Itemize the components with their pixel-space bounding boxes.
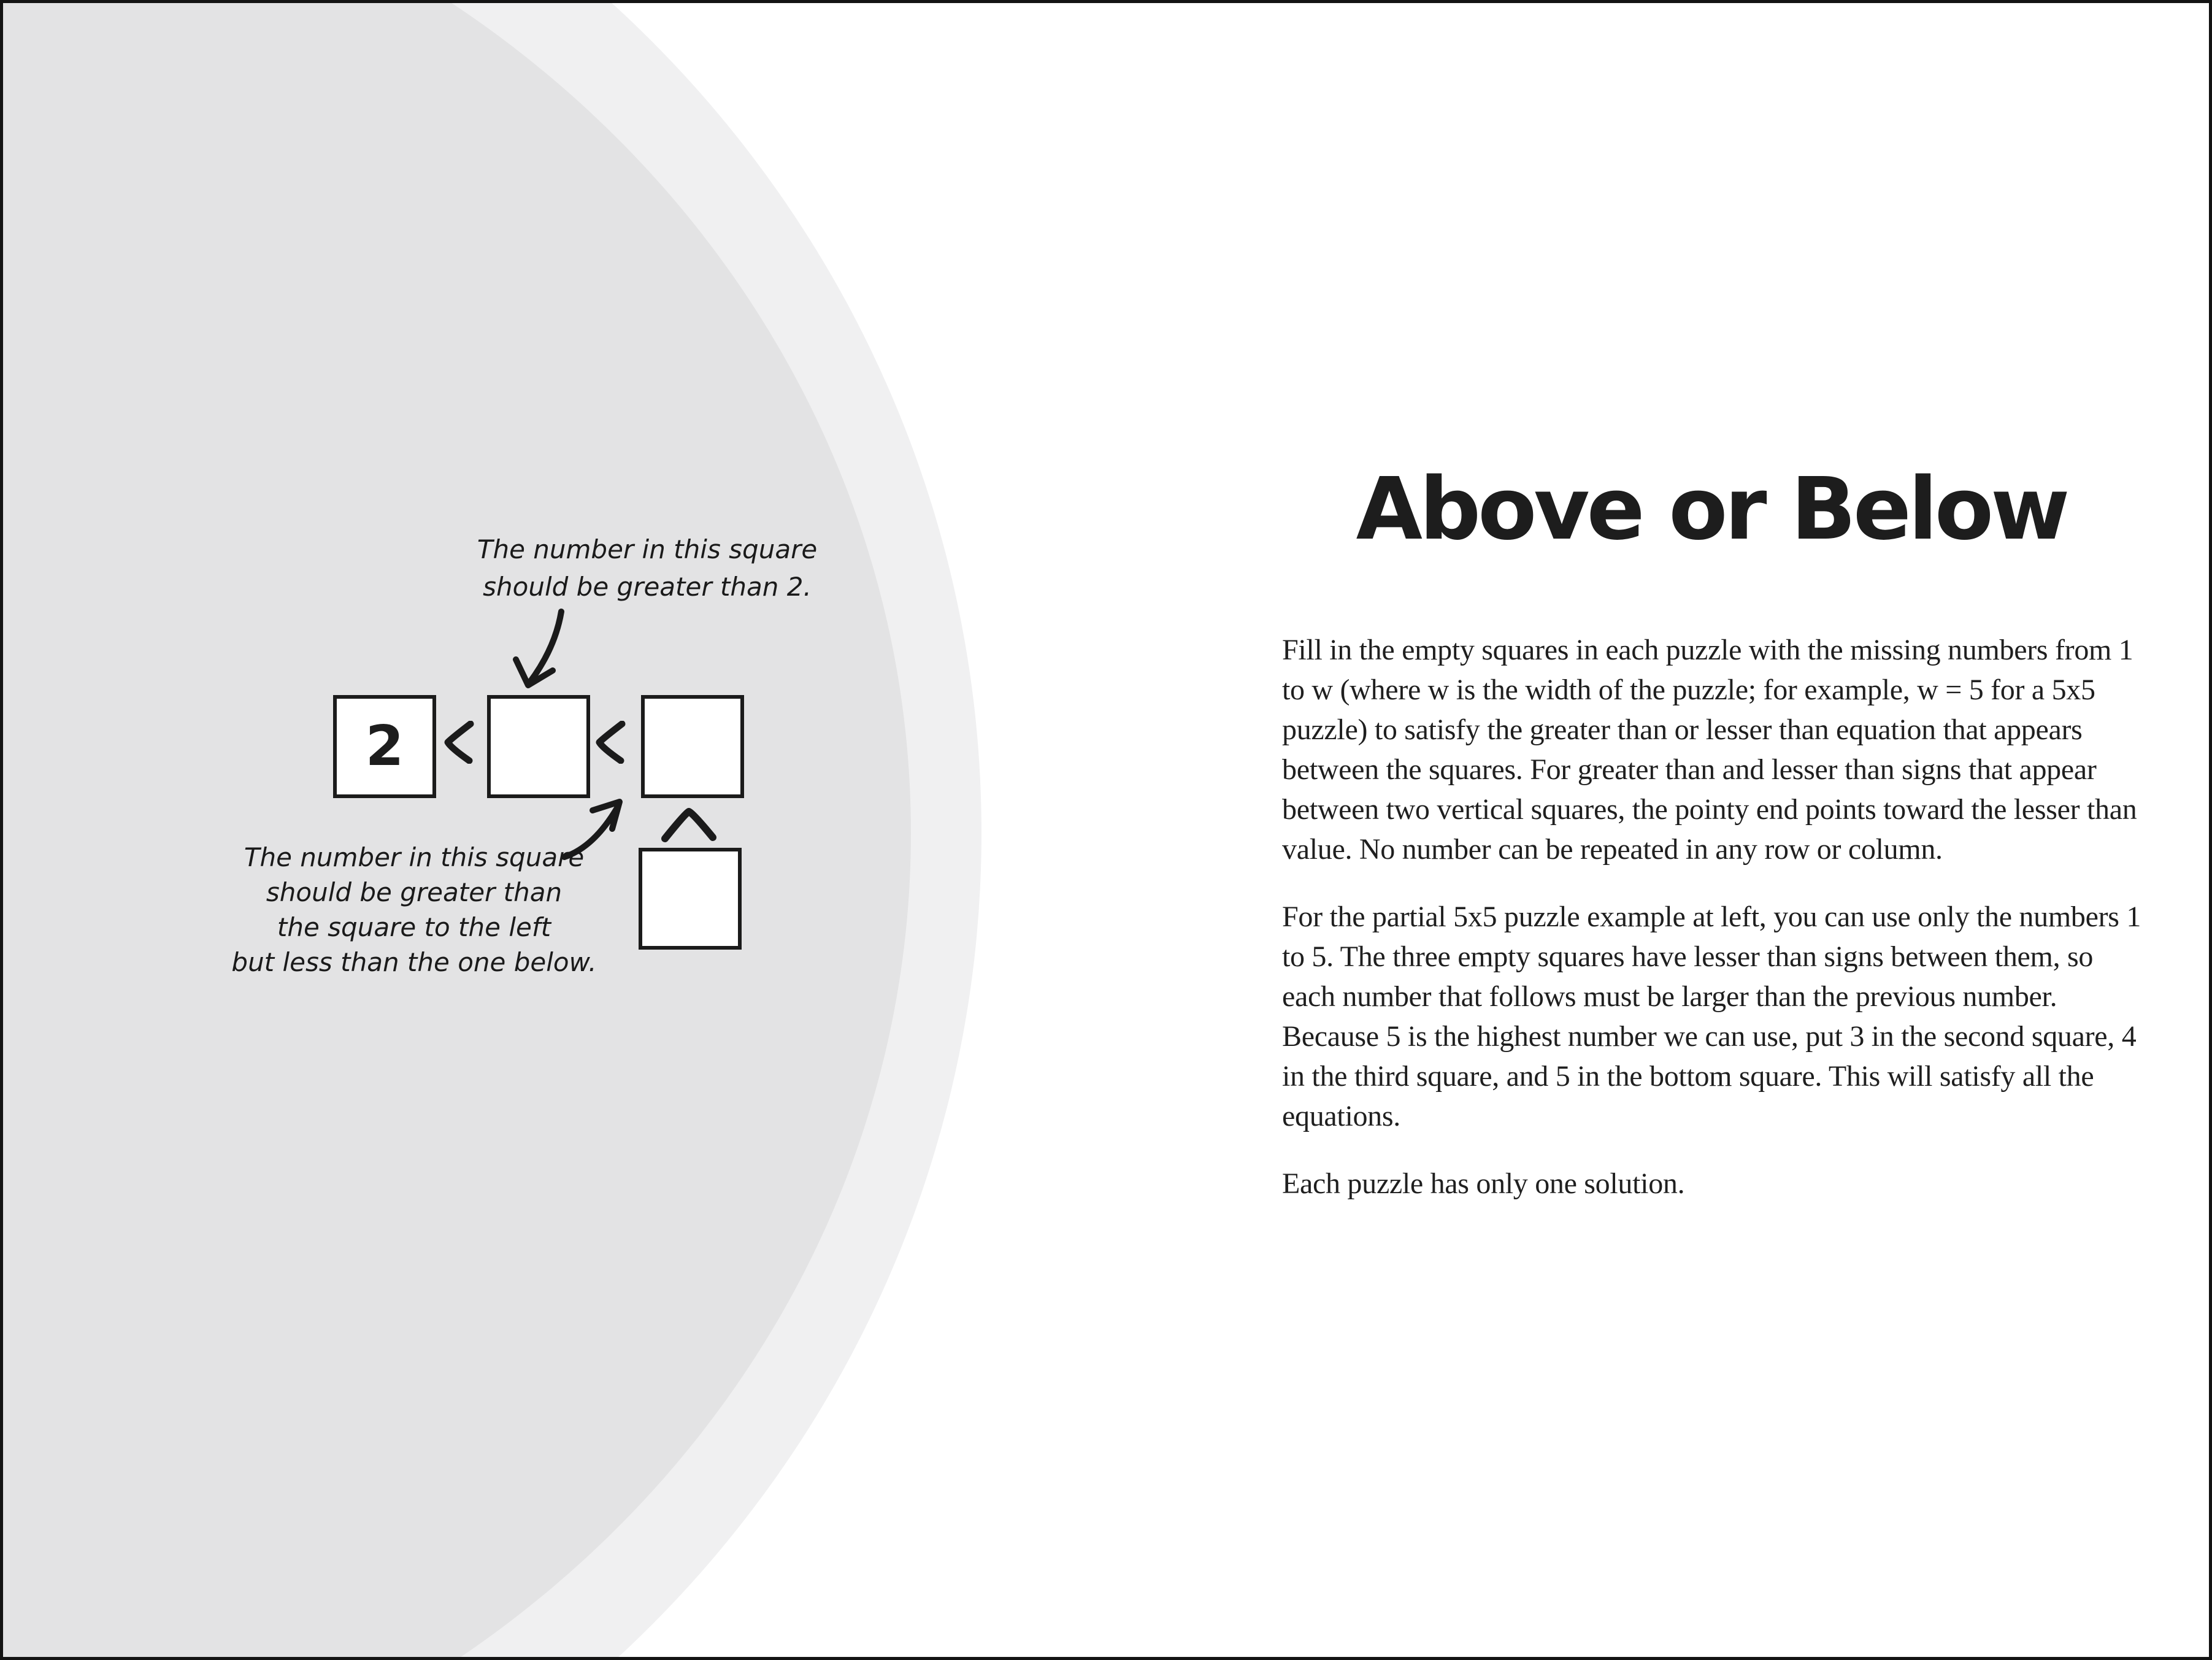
instructions-paragraph-2: For the partial 5x5 puzzle example at left, you can use only the numbers 1 to 5. The three empty squares have lesser than signs between them, so each number that follows must be larger than the previous number. Because 5 is the highest number we can use, put 3 in the second square, 4 in the third square, and 5 in the bottom square. This will satisfy all the equations. (1282, 901, 2141, 1132)
puzzle-square-4 (639, 848, 742, 950)
puzzle-square-3 (641, 695, 744, 798)
square-value: 2 (365, 714, 404, 778)
annotation-bottom-line4: but less than the one below. (231, 947, 597, 977)
annotation-top (457, 531, 837, 605)
puzzle-square-1 (333, 695, 436, 798)
caret-up-icon (661, 807, 717, 843)
annotation-top-line2: should be greater than 2. (483, 572, 812, 602)
instructions-text (1282, 630, 2147, 1231)
annotation-bottom-line1: The number in this square (244, 842, 585, 872)
annotation-bottom-line2: should be greater than (266, 877, 563, 907)
less-than-icon (594, 721, 626, 764)
instructions-paragraph-1: Fill in the empty squares in each puzzle with the missing numbers from 1 to w (where w is the width of the puzzle; for example, w = 5 for a 5x5 puzzle) to satisfy the greater than or lesser than equation that appears between the squares. For greater than and lesser than signs that appear between two vertical squares, the pointy end points toward the lesser than value. No number can be repeated in any row or column. (1282, 634, 2137, 866)
annotation-bottom-line3: the square to the left (277, 912, 551, 942)
page-title: Above or Below (1356, 459, 2067, 559)
less-than-icon (442, 721, 474, 764)
instructions-paragraph-3: Each puzzle has only one solution. (1282, 1167, 1685, 1200)
puzzle-square-2 (487, 695, 590, 798)
annotation-bottom (224, 840, 604, 980)
annotation-top-line1: The number in this square (477, 534, 818, 564)
arrow-down-icon (506, 608, 570, 691)
